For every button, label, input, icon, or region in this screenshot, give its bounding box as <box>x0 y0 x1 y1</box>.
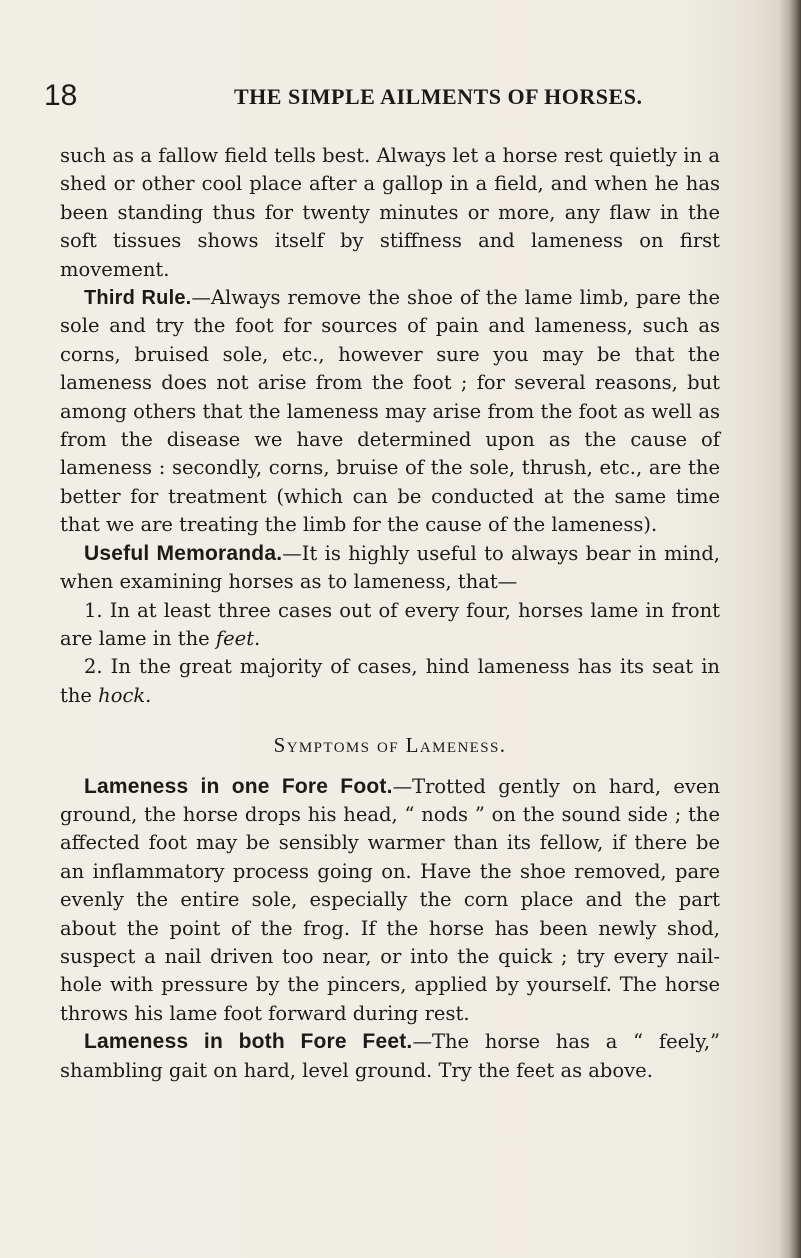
one-fore-foot-text: —Trotted gently on hard, even ground, the horse drops his head, “ nods ” on the sound side ; the affected foot may be sensibly warmer than its fellow, if there be an inflammatory process going on. Have the shoe removed, pare evenly the entire sole, especially the corn place and the part about the point of the frog. If the horse has been newly shod, suspect a nail driven too near, or into the quick ; try every nail-hole with pressure by the pincers, applied by yourself. The horse throws his lame foot forward during rest. <box>60 774 721 1025</box>
memoranda-heading: Useful Memoranda. <box>84 541 283 565</box>
both-fore-feet-heading: Lameness in both Fore Feet. <box>84 1030 413 1054</box>
third-rule-text: —Always remove the shoe of the lame limb, pare the sole and try the foot for sources of pain and lameness, such as corns, bruised sole, etc., however sure you may be that the lameness does not arise from the foot ; for several reasons, but among others that the lameness may arise from the foot as well as from the disease we have determined upon as the cause of lameness : secondly, corns, bruise of the sole, thrush, etc., are the better for treatment (which can be conducted at the same time that we are treating the limb for the cause of the lameness). <box>60 286 720 537</box>
running-head: THE SIMPLE AILMENTS OF HORSES. <box>234 84 643 109</box>
memoranda-item-2: 2. In the great majority of cases, hind lameness has its seat in the hock. <box>60 655 720 707</box>
item-1-emphasis: feet. <box>215 626 261 650</box>
one-fore-foot-heading: Lameness in one Fore Foot. <box>84 774 393 798</box>
paragraph-one-fore-foot <box>60 773 720 1029</box>
paragraph-continuation: such as a fallow field tells best. Always let a horse rest quietly in a shed or other cool place after a gallop in a field, and when he has been standing thus for twenty minutes or more, any flaw in the soft tissues shows itself by stiffness and lameness on first movement. <box>60 144 720 281</box>
page-header <box>44 76 734 120</box>
memoranda-item-1: 1. In at least three cases out of every four, horses lame in front are lame in the feet. <box>60 598 720 650</box>
page-body <box>60 142 720 1085</box>
paragraph-third-rule <box>60 284 720 540</box>
memoranda-text: —It is highly useful to always bear in mind, when examining horses as to lameness, that— <box>60 541 721 594</box>
third-rule-heading: Third Rule. <box>84 287 192 310</box>
section-heading: Symptoms of Lameness. <box>273 733 507 758</box>
page-number: 18 <box>44 79 78 112</box>
item-2-emphasis: hock. <box>98 683 152 707</box>
page-edge-shadow <box>779 0 801 1258</box>
both-fore-feet-text: —The horse has a “ feely,” shambling gait on hard, level ground. Try the feet as above. <box>60 1030 720 1082</box>
paragraph-useful-memoranda <box>60 540 720 597</box>
paragraph-both-fore-feet <box>60 1028 720 1085</box>
